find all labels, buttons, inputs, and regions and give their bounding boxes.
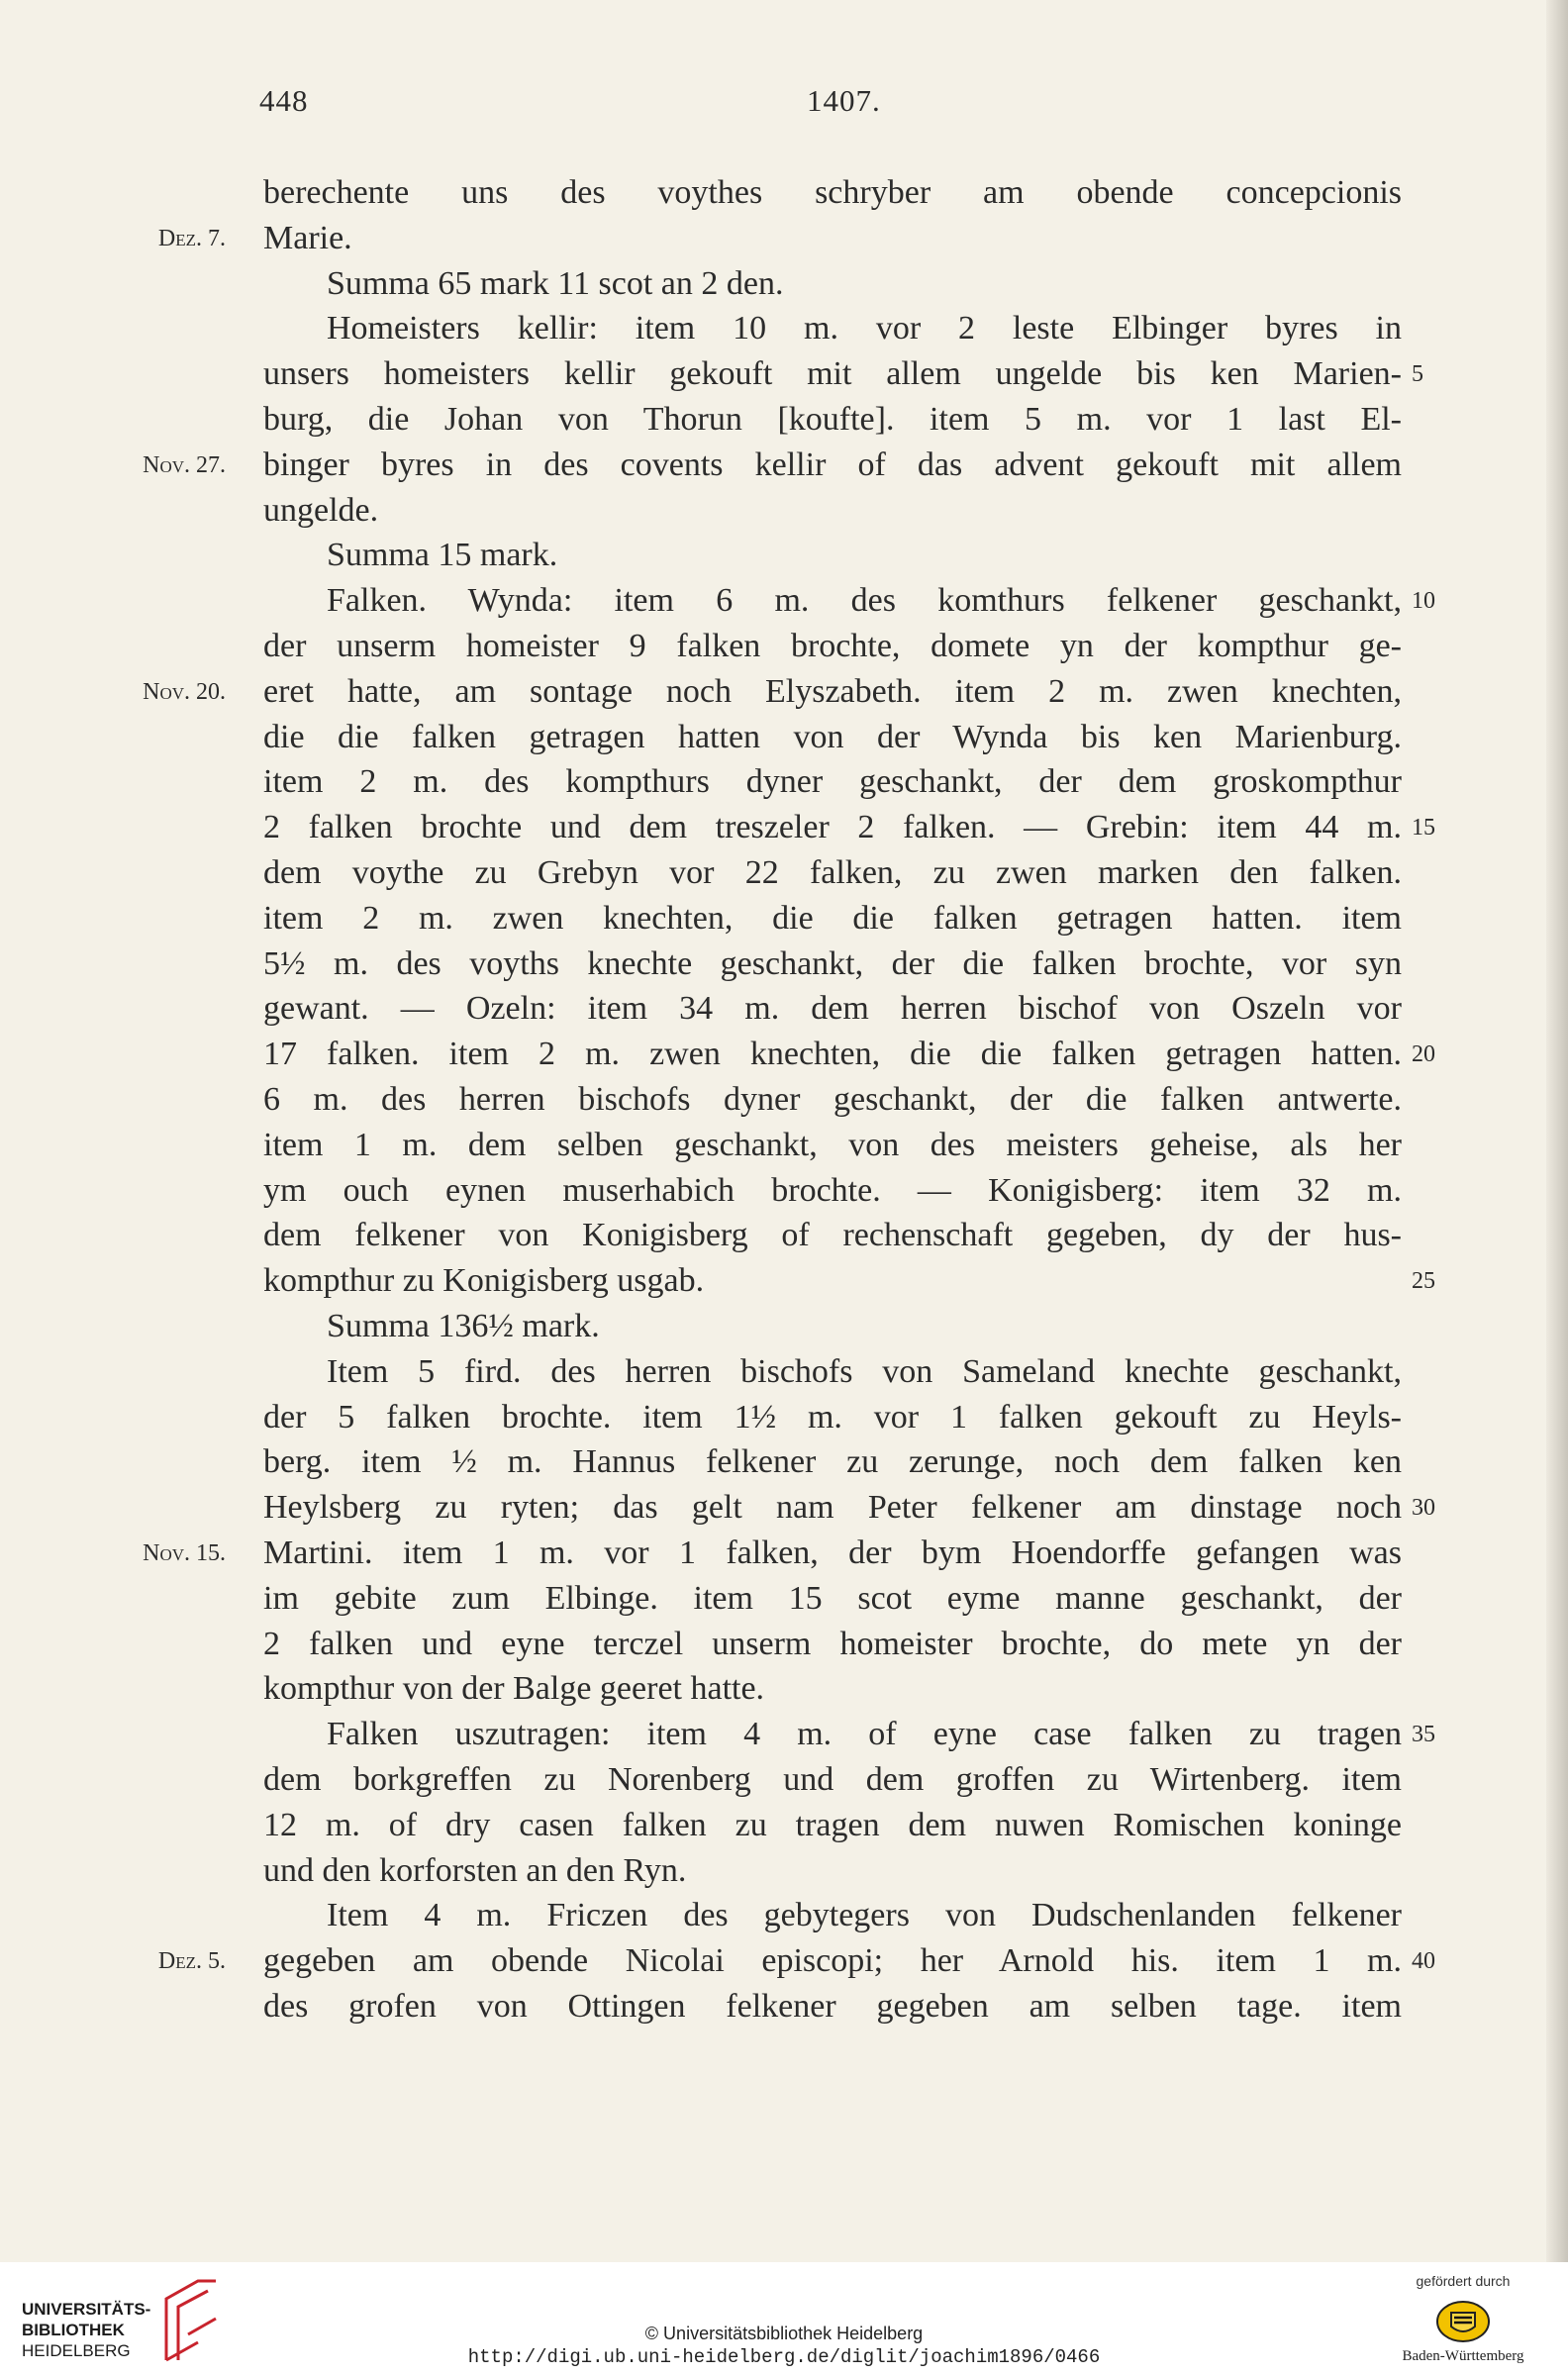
text-line: Homeisters kellir: item 10 m. vor 2 leste Elbinger byres in [327,310,1402,346]
text-line: item 2 m. des kompthurs dyner geschankt, der dem groskompthur [263,763,1402,800]
running-head-year: 1407. [807,83,881,118]
margin-date: Dez. 5. [157,1948,226,1974]
line-number: 10 [1412,588,1435,614]
text-line: Summa 65 mark 11 scot an 2 den. [327,265,784,302]
text-line: die die falken getragen hatten von der Wynda bis ken Marienburg. [263,719,1402,755]
text-line: dem borkgreffen zu Norenberg und dem groffen zu Wirtenberg. item [263,1761,1402,1798]
text-line: item 2 m. zwen knechten, die die falken getragen hatten. item [263,900,1402,937]
text-line: kompthur von der Balge geeret hatte. [263,1670,765,1707]
text-line: 6 m. des herren bischofs dyner geschankt, der die falken antwerte. [263,1081,1402,1118]
library-name-line3: HEIDELBERG [22,2341,131,2360]
text-line: ungelde. [263,492,379,529]
library-name-line2: BIBLIOTHEK [22,2321,125,2339]
text-line: 2 falken und eyne terczel unserm homeister brochte, do mete yn der [263,1626,1402,1662]
text-line: gegeben am obende Nicolai episcopi; her Arnold his. item 1 m. [263,1942,1402,1979]
line-number: 40 [1412,1948,1435,1974]
text-line: unsers homeisters kellir gekouft mit allem ungelde bis ken Marien- [263,355,1402,392]
copyright-notice: © Universitätsbibliothek Heidelberg [644,2324,924,2343]
state-coat-of-arms-icon [1433,2299,1493,2344]
text-line: dem felkener von Konigisberg of rechenschaft gegeben, dy der hus- [263,1217,1402,1253]
text-line: 2 falken brochte und dem treszeler 2 falken. — Grebin: item 44 m. [263,809,1402,845]
text-line: Item 5 fird. des herren bischofs von Sameland knechte geschankt, [327,1353,1402,1390]
text-line: dem voythe zu Grebyn vor 22 falken, zu zwen marken den falken. [263,854,1402,891]
margin-date: Nov. 27. [143,452,226,478]
text-line: Heylsberg zu ryten; das gelt nam Peter felkener am dinstage noch [263,1489,1402,1526]
text-line: der 5 falken brochte. item 1½ m. vor 1 falken gekouft zu Heyls- [263,1399,1402,1436]
permalink-url[interactable]: http://digi.ub.uni-heidelberg.de/diglit/joachim1896/0466 [467,2346,1101,2368]
line-number: 20 [1412,1041,1435,1067]
margin-date: Dez. 7. [157,226,226,251]
text-line: eret hatte, am sontage noch Elyszabeth. item 2 m. zwen knechten, [263,673,1402,710]
sponsor-label: gefördert durch [1416,2273,1511,2289]
text-line: Summa 15 mark. [327,537,558,573]
text-line: 17 falken. item 2 m. zwen knechten, die die falken getragen hatten. [263,1036,1402,1072]
text-line: Falken uszutragen: item 4 m. of eyne case falken zu tragen [327,1716,1402,1752]
library-name-line1: UNIVERSITÄTS- [22,2300,151,2319]
text-line: Marie. [263,220,352,256]
line-number: 5 [1412,361,1423,387]
text-line: berechente uns des voythes schryber am obende concepcionis [263,174,1402,211]
text-line: im gebite zum Elbinge. item 15 scot eyme manne geschankt, der [263,1580,1402,1617]
line-number: 30 [1412,1495,1435,1521]
line-number: 15 [1412,815,1435,841]
margin-date: Nov. 20. [143,679,226,705]
text-line: Summa 136½ mark. [327,1308,600,1344]
text-line: des grofen von Ottingen felkener gegeben am selben tage. item [263,1988,1402,2025]
text-line: gewant. — Ozeln: item 34 m. dem herren bischof von Oszeln vor [263,990,1402,1027]
text-line: Item 4 m. Friczen des gebytegers von Dudschenlanden felkener [327,1897,1402,1933]
text-line: binger byres in des covents kellir of das advent gekouft mit allem [263,446,1402,483]
margin-date: Nov. 15. [143,1540,226,1566]
text-line: 12 m. of dry casen falken zu tragen dem nuwen Romischen koninge [263,1807,1402,1843]
text-line: item 1 m. dem selben geschankt, von des meisters geheise, als her [263,1127,1402,1163]
line-number: 25 [1412,1268,1435,1294]
text-line: Martini. item 1 m. vor 1 falken, der bym Hoendorffe gefangen was [263,1534,1402,1571]
text-line: Falken. Wynda: item 6 m. des komthurs felkener geschankt, [327,582,1402,619]
text-line: berg. item ½ m. Hannus felkener zu zerunge, noch dem falken ken [263,1443,1402,1480]
text-line: der unserm homeister 9 falken brochte, domete yn der kompthur ge- [263,628,1402,664]
line-number: 35 [1412,1722,1435,1747]
sponsor-name: Baden-Württemberg [1402,2348,1524,2364]
text-line: und den korforsten an den Ryn. [263,1852,687,1889]
text-line: 5½ m. des voyths knechte geschankt, der die falken brochte, vor syn [263,945,1402,982]
text-line: burg, die Johan von Thorun [koufte]. item 5 m. vor 1 last El- [263,401,1402,438]
text-line: kompthur zu Konigisberg usgab. [263,1262,705,1299]
text-line: ym ouch eynen muserhabich brochte. — Konigisberg: item 32 m. [263,1172,1402,1209]
page-edge-shadow [1546,0,1568,2262]
page-number: 448 [259,83,309,118]
